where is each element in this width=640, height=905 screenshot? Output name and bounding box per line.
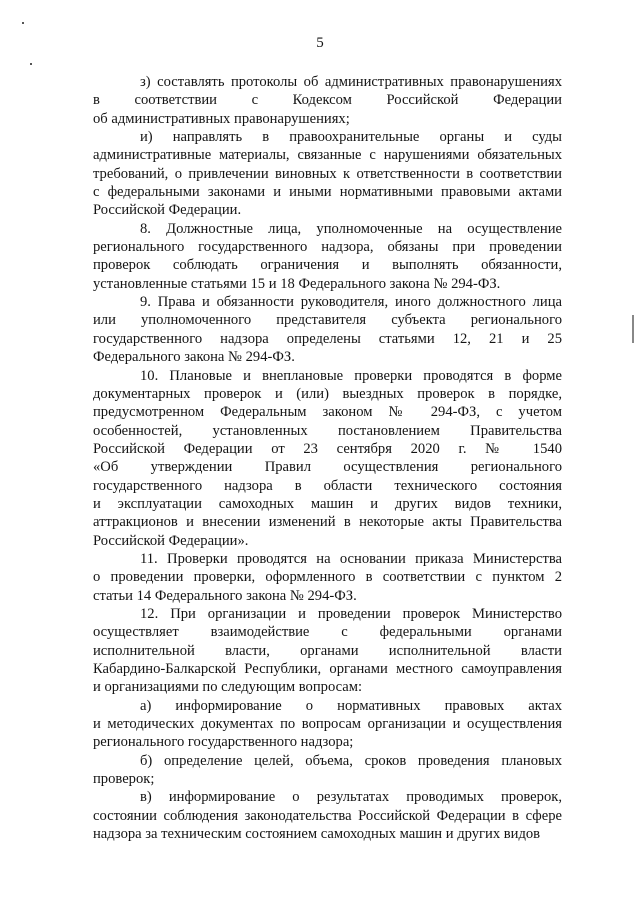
text-line: регионального государственного надзора; [93,734,354,751]
text-line: исполнительной власти, органами исполнительной власти [93,642,562,659]
scan-speck-top-left [22,22,24,24]
text-line: б) определение целей, объема, сроков проведения плановых [140,752,562,769]
text-line: об административных правонарушениях; [93,110,350,127]
paragraph-p12 [93,605,562,697]
text-line: государственного надзора в области технического состояния [93,477,562,494]
text-line: состоянии соблюдения законодательства Российской Федерации в сфере [93,807,562,824]
text-line: з) составлять протоколы об административных правонарушениях [140,74,562,90]
text-line: предусмотренном Федеральным законом № 294-ФЗ, с учетом [93,404,562,421]
scan-speck-left [30,63,32,65]
text-line: 9. Права и обязанности руководителя, иного должностного лица [140,294,562,311]
text-line: регионального государственного надзора, обязаны при проведении [93,239,562,256]
paragraph-p10 [93,367,562,550]
text-line: 12. При организации и проведении проверок Министерство [140,605,562,622]
text-line: Кабардино-Балкарской Республики, органами местного самоуправления [93,661,562,677]
paragraph-p12v [93,788,562,843]
text-line: осуществляет взаимодействие с федеральными органами [93,624,562,641]
text-line: или уполномоченного представителя субъекта регионального [93,312,562,329]
text-line: 11. Проверки проводятся на основании приказа Министерства [140,550,562,567]
text-line: особенностей, установленных постановлением Правительства [93,422,562,439]
text-line: о проведении проверки, оформленного в соответствии с пунктом 2 [93,569,562,586]
paragraph-p12b [93,752,562,789]
paragraph-p11 [93,550,562,605]
text-line: надзора за техническим состоянием самоходных машин и других видов [93,826,541,843]
paragraph-p8 [93,220,562,293]
text-line: и) направлять в правоохранительные органы и суды [140,129,562,146]
text-line: в) информирование о результатах проводимых проверок, [140,789,562,806]
text-line: Российской Федерации. [93,202,242,219]
text-line: Российской Федерации». [93,532,249,549]
text-line: установленные статьями 15 и 18 Федерального закона № 294-ФЗ. [93,275,501,292]
text-line: статьи 14 Федерального закона № 294-ФЗ. [93,587,357,604]
text-line: и организациями по следующим вопросам: [93,679,363,696]
text-line: государственного надзора определены статьями 12, 21 и 25 [93,330,562,347]
text-line: Федерального закона № 294-ФЗ. [93,349,295,366]
paragraph-p12a [93,697,562,752]
text-line: требований, о привлечении виновных к ответственности в соответствии [93,165,562,182]
scan-speck-right [632,315,634,343]
text-line: с федеральными законами и иными нормативными правовыми актами [93,184,562,201]
text-line: а) информирование о нормативных правовых актах [140,697,562,714]
text-line: 10. Плановые и внеплановые проверки проводятся в форме [140,367,562,384]
paragraph-p9 [93,293,562,366]
paragraph-p3i [93,128,562,220]
document-body [93,73,562,843]
text-line: административные материалы, связанные с нарушениями обязательных [93,147,562,164]
page-number: 5 [316,35,324,51]
text-line: и эксплуатации самоходных машин и других видов техники, [93,495,562,512]
text-line: аттракционов и внесении изменений в некоторые акты Правительства [93,514,562,531]
text-line: в соответствии с Кодексом Российской Федерации [93,92,562,109]
text-line: и методических документах по вопросам организации и осуществления [93,716,562,733]
text-line: «Об утверждении Правил осуществления регионального [93,459,562,476]
text-line: 8. Должностные лица, уполномоченные на осуществление [140,220,562,237]
text-line: проверок соблюдать ограничения и выполнять обязанности, [93,257,562,274]
text-line: документарных проверок и (или) выездных проверок в порядке, [93,385,562,402]
text-line: проверок; [93,771,155,788]
paragraph-p3z [93,73,562,128]
text-line: Российской Федерации от 23 сентября 2020 г. № 1540 [93,440,562,457]
